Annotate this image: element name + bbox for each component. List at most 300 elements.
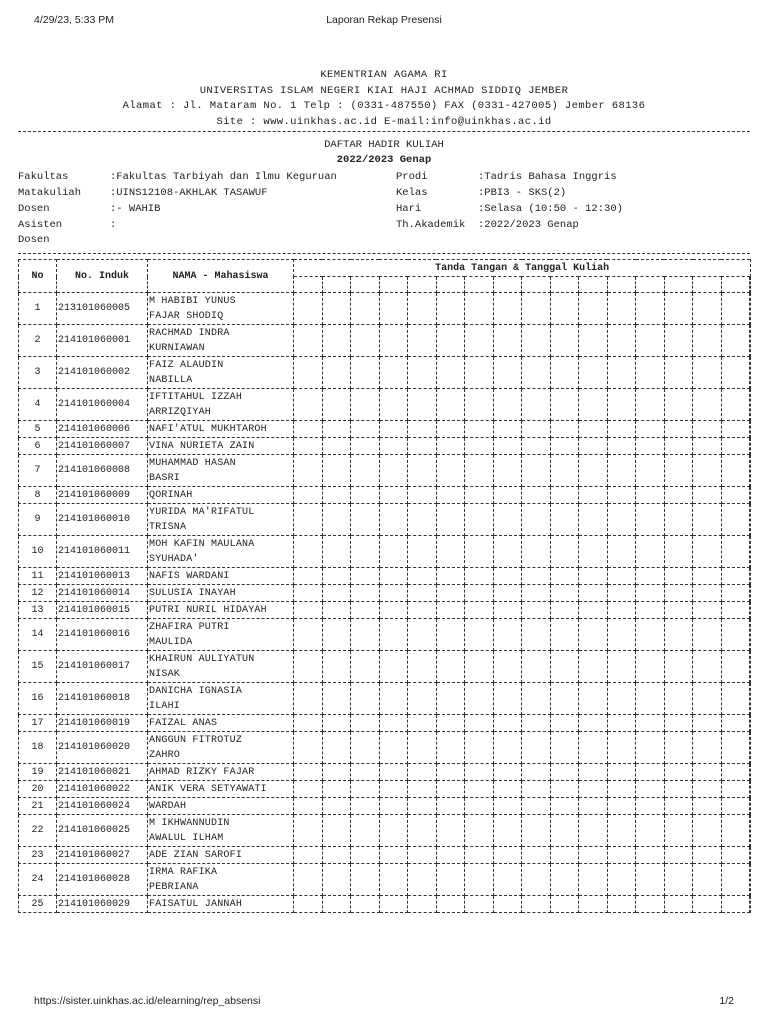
signature-cell[interactable] <box>379 568 408 585</box>
signature-cell[interactable] <box>351 781 380 798</box>
signature-cell[interactable] <box>322 455 351 487</box>
signature-cell[interactable] <box>465 815 494 847</box>
signature-cell[interactable] <box>664 798 693 815</box>
signature-cell[interactable] <box>721 487 750 504</box>
signature-cell[interactable] <box>465 293 494 325</box>
signature-cell[interactable] <box>351 389 380 421</box>
signature-cell[interactable] <box>550 536 579 568</box>
signature-cell[interactable] <box>607 715 636 732</box>
signature-cell[interactable] <box>436 487 465 504</box>
signature-cell[interactable] <box>379 602 408 619</box>
signature-cell[interactable] <box>522 619 551 651</box>
signature-cell[interactable] <box>351 293 380 325</box>
signature-cell[interactable] <box>522 732 551 764</box>
signature-cell[interactable] <box>550 764 579 781</box>
signature-cell[interactable] <box>493 815 522 847</box>
signature-cell[interactable] <box>294 764 323 781</box>
signature-cell[interactable] <box>436 602 465 619</box>
signature-cell[interactable] <box>750 438 751 455</box>
signature-cell[interactable] <box>322 389 351 421</box>
signature-cell[interactable] <box>693 781 722 798</box>
signature-cell[interactable] <box>721 619 750 651</box>
signature-cell[interactable] <box>579 585 608 602</box>
signature-cell[interactable] <box>436 455 465 487</box>
signature-cell[interactable] <box>636 568 665 585</box>
signature-cell[interactable] <box>351 602 380 619</box>
signature-cell[interactable] <box>693 602 722 619</box>
signature-cell[interactable] <box>379 847 408 864</box>
signature-cell[interactable] <box>579 896 608 913</box>
signature-cell[interactable] <box>436 798 465 815</box>
signature-cell[interactable] <box>550 815 579 847</box>
signature-cell[interactable] <box>721 357 750 389</box>
signature-cell[interactable] <box>750 619 751 651</box>
signature-cell[interactable] <box>351 798 380 815</box>
signature-cell[interactable] <box>493 651 522 683</box>
signature-cell[interactable] <box>465 847 494 864</box>
signature-cell[interactable] <box>693 715 722 732</box>
signature-cell[interactable] <box>579 651 608 683</box>
signature-cell[interactable] <box>322 602 351 619</box>
signature-cell[interactable] <box>379 732 408 764</box>
signature-cell[interactable] <box>693 438 722 455</box>
signature-cell[interactable] <box>664 357 693 389</box>
signature-cell[interactable] <box>436 651 465 683</box>
signature-cell[interactable] <box>693 815 722 847</box>
signature-cell[interactable] <box>721 325 750 357</box>
signature-cell[interactable] <box>408 715 437 732</box>
signature-cell[interactable] <box>522 438 551 455</box>
signature-cell[interactable] <box>465 421 494 438</box>
signature-cell[interactable] <box>436 325 465 357</box>
signature-cell[interactable] <box>664 651 693 683</box>
signature-cell[interactable] <box>436 715 465 732</box>
signature-cell[interactable] <box>750 847 751 864</box>
signature-cell[interactable] <box>750 781 751 798</box>
signature-cell[interactable] <box>693 455 722 487</box>
signature-cell[interactable] <box>579 455 608 487</box>
signature-cell[interactable] <box>408 815 437 847</box>
signature-cell[interactable] <box>493 602 522 619</box>
signature-cell[interactable] <box>522 798 551 815</box>
signature-cell[interactable] <box>750 815 751 847</box>
signature-cell[interactable] <box>436 585 465 602</box>
signature-cell[interactable] <box>693 651 722 683</box>
signature-cell[interactable] <box>607 651 636 683</box>
signature-cell[interactable] <box>436 847 465 864</box>
signature-cell[interactable] <box>750 732 751 764</box>
signature-cell[interactable] <box>550 651 579 683</box>
signature-cell[interactable] <box>522 764 551 781</box>
signature-cell[interactable] <box>436 389 465 421</box>
signature-cell[interactable] <box>379 455 408 487</box>
signature-cell[interactable] <box>750 764 751 781</box>
signature-cell[interactable] <box>465 438 494 455</box>
signature-cell[interactable] <box>607 602 636 619</box>
signature-cell[interactable] <box>664 896 693 913</box>
signature-cell[interactable] <box>550 847 579 864</box>
signature-cell[interactable] <box>750 325 751 357</box>
signature-cell[interactable] <box>408 536 437 568</box>
signature-cell[interactable] <box>607 864 636 896</box>
signature-cell[interactable] <box>379 487 408 504</box>
signature-cell[interactable] <box>351 683 380 715</box>
signature-cell[interactable] <box>579 619 608 651</box>
signature-cell[interactable] <box>294 619 323 651</box>
signature-cell[interactable] <box>322 798 351 815</box>
signature-cell[interactable] <box>322 568 351 585</box>
signature-cell[interactable] <box>721 651 750 683</box>
signature-cell[interactable] <box>465 798 494 815</box>
signature-cell[interactable] <box>351 715 380 732</box>
signature-cell[interactable] <box>522 781 551 798</box>
signature-cell[interactable] <box>607 487 636 504</box>
signature-cell[interactable] <box>636 504 665 536</box>
signature-cell[interactable] <box>721 815 750 847</box>
signature-cell[interactable] <box>693 293 722 325</box>
signature-cell[interactable] <box>721 715 750 732</box>
signature-cell[interactable] <box>436 732 465 764</box>
signature-cell[interactable] <box>664 455 693 487</box>
signature-cell[interactable] <box>721 896 750 913</box>
signature-cell[interactable] <box>522 568 551 585</box>
signature-cell[interactable] <box>493 864 522 896</box>
signature-cell[interactable] <box>693 619 722 651</box>
signature-cell[interactable] <box>579 847 608 864</box>
signature-cell[interactable] <box>322 585 351 602</box>
signature-cell[interactable] <box>664 683 693 715</box>
signature-cell[interactable] <box>493 585 522 602</box>
signature-cell[interactable] <box>522 504 551 536</box>
signature-cell[interactable] <box>550 781 579 798</box>
signature-cell[interactable] <box>693 847 722 864</box>
signature-cell[interactable] <box>294 585 323 602</box>
signature-cell[interactable] <box>294 504 323 536</box>
signature-cell[interactable] <box>607 421 636 438</box>
signature-cell[interactable] <box>379 619 408 651</box>
signature-cell[interactable] <box>379 715 408 732</box>
signature-cell[interactable] <box>636 357 665 389</box>
signature-cell[interactable] <box>721 798 750 815</box>
signature-cell[interactable] <box>351 536 380 568</box>
signature-cell[interactable] <box>408 651 437 683</box>
signature-cell[interactable] <box>579 487 608 504</box>
signature-cell[interactable] <box>465 325 494 357</box>
signature-cell[interactable] <box>322 293 351 325</box>
signature-cell[interactable] <box>693 389 722 421</box>
signature-cell[interactable] <box>550 619 579 651</box>
signature-cell[interactable] <box>436 683 465 715</box>
signature-cell[interactable] <box>351 421 380 438</box>
signature-cell[interactable] <box>579 536 608 568</box>
signature-cell[interactable] <box>465 536 494 568</box>
signature-cell[interactable] <box>351 651 380 683</box>
signature-cell[interactable] <box>351 504 380 536</box>
signature-cell[interactable] <box>550 602 579 619</box>
signature-cell[interactable] <box>408 619 437 651</box>
signature-cell[interactable] <box>550 487 579 504</box>
signature-cell[interactable] <box>550 864 579 896</box>
signature-cell[interactable] <box>750 357 751 389</box>
signature-cell[interactable] <box>322 504 351 536</box>
signature-cell[interactable] <box>436 568 465 585</box>
signature-cell[interactable] <box>721 847 750 864</box>
signature-cell[interactable] <box>322 732 351 764</box>
signature-cell[interactable] <box>322 864 351 896</box>
signature-cell[interactable] <box>379 864 408 896</box>
signature-cell[interactable] <box>294 815 323 847</box>
signature-cell[interactable] <box>322 781 351 798</box>
signature-cell[interactable] <box>607 536 636 568</box>
signature-cell[interactable] <box>408 421 437 438</box>
signature-cell[interactable] <box>636 389 665 421</box>
signature-cell[interactable] <box>408 683 437 715</box>
signature-cell[interactable] <box>693 585 722 602</box>
signature-cell[interactable] <box>607 798 636 815</box>
signature-cell[interactable] <box>664 389 693 421</box>
signature-cell[interactable] <box>294 683 323 715</box>
signature-cell[interactable] <box>664 619 693 651</box>
signature-cell[interactable] <box>465 602 494 619</box>
signature-cell[interactable] <box>550 357 579 389</box>
signature-cell[interactable] <box>493 438 522 455</box>
signature-cell[interactable] <box>750 293 751 325</box>
signature-cell[interactable] <box>550 568 579 585</box>
signature-cell[interactable] <box>294 389 323 421</box>
signature-cell[interactable] <box>550 683 579 715</box>
signature-cell[interactable] <box>379 389 408 421</box>
signature-cell[interactable] <box>322 764 351 781</box>
signature-cell[interactable] <box>322 815 351 847</box>
signature-cell[interactable] <box>636 715 665 732</box>
signature-cell[interactable] <box>522 487 551 504</box>
signature-cell[interactable] <box>579 357 608 389</box>
signature-cell[interactable] <box>721 536 750 568</box>
signature-cell[interactable] <box>408 896 437 913</box>
signature-cell[interactable] <box>750 798 751 815</box>
signature-cell[interactable] <box>579 568 608 585</box>
signature-cell[interactable] <box>294 421 323 438</box>
signature-cell[interactable] <box>664 764 693 781</box>
signature-cell[interactable] <box>693 504 722 536</box>
signature-cell[interactable] <box>750 602 751 619</box>
signature-cell[interactable] <box>493 487 522 504</box>
signature-cell[interactable] <box>664 293 693 325</box>
signature-cell[interactable] <box>408 781 437 798</box>
signature-cell[interactable] <box>664 715 693 732</box>
signature-cell[interactable] <box>636 732 665 764</box>
signature-cell[interactable] <box>351 619 380 651</box>
signature-cell[interactable] <box>351 568 380 585</box>
signature-cell[interactable] <box>465 781 494 798</box>
signature-cell[interactable] <box>408 293 437 325</box>
signature-cell[interactable] <box>693 568 722 585</box>
signature-cell[interactable] <box>550 504 579 536</box>
signature-cell[interactable] <box>721 504 750 536</box>
signature-cell[interactable] <box>465 715 494 732</box>
signature-cell[interactable] <box>750 568 751 585</box>
signature-cell[interactable] <box>294 293 323 325</box>
signature-cell[interactable] <box>522 602 551 619</box>
signature-cell[interactable] <box>636 325 665 357</box>
signature-cell[interactable] <box>379 438 408 455</box>
signature-cell[interactable] <box>550 438 579 455</box>
signature-cell[interactable] <box>522 455 551 487</box>
signature-cell[interactable] <box>322 683 351 715</box>
signature-cell[interactable] <box>664 504 693 536</box>
signature-cell[interactable] <box>493 847 522 864</box>
signature-cell[interactable] <box>607 325 636 357</box>
signature-cell[interactable] <box>465 357 494 389</box>
signature-cell[interactable] <box>522 585 551 602</box>
signature-cell[interactable] <box>750 864 751 896</box>
signature-cell[interactable] <box>664 732 693 764</box>
signature-cell[interactable] <box>351 585 380 602</box>
signature-cell[interactable] <box>664 438 693 455</box>
signature-cell[interactable] <box>379 504 408 536</box>
signature-cell[interactable] <box>322 715 351 732</box>
signature-cell[interactable] <box>351 847 380 864</box>
signature-cell[interactable] <box>636 619 665 651</box>
signature-cell[interactable] <box>579 683 608 715</box>
signature-cell[interactable] <box>607 585 636 602</box>
signature-cell[interactable] <box>636 651 665 683</box>
signature-cell[interactable] <box>636 864 665 896</box>
signature-cell[interactable] <box>636 438 665 455</box>
signature-cell[interactable] <box>750 585 751 602</box>
signature-cell[interactable] <box>493 325 522 357</box>
signature-cell[interactable] <box>408 568 437 585</box>
signature-cell[interactable] <box>465 896 494 913</box>
signature-cell[interactable] <box>522 896 551 913</box>
signature-cell[interactable] <box>522 683 551 715</box>
signature-cell[interactable] <box>750 683 751 715</box>
signature-cell[interactable] <box>522 536 551 568</box>
signature-cell[interactable] <box>579 389 608 421</box>
signature-cell[interactable] <box>408 325 437 357</box>
signature-cell[interactable] <box>579 293 608 325</box>
signature-cell[interactable] <box>379 357 408 389</box>
signature-cell[interactable] <box>322 325 351 357</box>
signature-cell[interactable] <box>436 421 465 438</box>
signature-cell[interactable] <box>351 864 380 896</box>
signature-cell[interactable] <box>664 585 693 602</box>
signature-cell[interactable] <box>693 732 722 764</box>
signature-cell[interactable] <box>408 585 437 602</box>
signature-cell[interactable] <box>607 619 636 651</box>
signature-cell[interactable] <box>579 781 608 798</box>
signature-cell[interactable] <box>493 421 522 438</box>
signature-cell[interactable] <box>579 438 608 455</box>
signature-cell[interactable] <box>493 619 522 651</box>
signature-cell[interactable] <box>550 896 579 913</box>
signature-cell[interactable] <box>550 585 579 602</box>
signature-cell[interactable] <box>721 864 750 896</box>
signature-cell[interactable] <box>493 536 522 568</box>
signature-cell[interactable] <box>721 389 750 421</box>
signature-cell[interactable] <box>750 896 751 913</box>
signature-cell[interactable] <box>607 357 636 389</box>
signature-cell[interactable] <box>322 438 351 455</box>
signature-cell[interactable] <box>522 357 551 389</box>
signature-cell[interactable] <box>408 732 437 764</box>
signature-cell[interactable] <box>294 568 323 585</box>
signature-cell[interactable] <box>493 389 522 421</box>
signature-cell[interactable] <box>636 798 665 815</box>
signature-cell[interactable] <box>636 847 665 864</box>
signature-cell[interactable] <box>436 293 465 325</box>
signature-cell[interactable] <box>750 536 751 568</box>
signature-cell[interactable] <box>436 536 465 568</box>
signature-cell[interactable] <box>436 764 465 781</box>
signature-cell[interactable] <box>294 487 323 504</box>
signature-cell[interactable] <box>636 781 665 798</box>
signature-cell[interactable] <box>465 585 494 602</box>
signature-cell[interactable] <box>607 815 636 847</box>
signature-cell[interactable] <box>579 815 608 847</box>
signature-cell[interactable] <box>579 764 608 781</box>
signature-cell[interactable] <box>693 421 722 438</box>
signature-cell[interactable] <box>465 732 494 764</box>
signature-cell[interactable] <box>550 325 579 357</box>
signature-cell[interactable] <box>579 798 608 815</box>
signature-cell[interactable] <box>294 536 323 568</box>
signature-cell[interactable] <box>607 847 636 864</box>
signature-cell[interactable] <box>294 357 323 389</box>
signature-cell[interactable] <box>408 798 437 815</box>
signature-cell[interactable] <box>294 715 323 732</box>
signature-cell[interactable] <box>636 487 665 504</box>
signature-cell[interactable] <box>636 896 665 913</box>
signature-cell[interactable] <box>522 421 551 438</box>
signature-cell[interactable] <box>721 683 750 715</box>
signature-cell[interactable] <box>522 325 551 357</box>
signature-cell[interactable] <box>493 896 522 913</box>
signature-cell[interactable] <box>493 764 522 781</box>
signature-cell[interactable] <box>351 487 380 504</box>
signature-cell[interactable] <box>636 764 665 781</box>
signature-cell[interactable] <box>664 602 693 619</box>
signature-cell[interactable] <box>322 536 351 568</box>
signature-cell[interactable] <box>579 325 608 357</box>
signature-cell[interactable] <box>579 504 608 536</box>
signature-cell[interactable] <box>465 389 494 421</box>
signature-cell[interactable] <box>322 487 351 504</box>
signature-cell[interactable] <box>550 732 579 764</box>
signature-cell[interactable] <box>436 619 465 651</box>
signature-cell[interactable] <box>522 651 551 683</box>
signature-cell[interactable] <box>465 864 494 896</box>
signature-cell[interactable] <box>351 815 380 847</box>
signature-cell[interactable] <box>408 389 437 421</box>
signature-cell[interactable] <box>294 864 323 896</box>
signature-cell[interactable] <box>379 798 408 815</box>
signature-cell[interactable] <box>322 357 351 389</box>
signature-cell[interactable] <box>607 455 636 487</box>
signature-cell[interactable] <box>322 421 351 438</box>
signature-cell[interactable] <box>493 781 522 798</box>
signature-cell[interactable] <box>294 847 323 864</box>
signature-cell[interactable] <box>522 864 551 896</box>
signature-cell[interactable] <box>493 715 522 732</box>
signature-cell[interactable] <box>721 438 750 455</box>
signature-cell[interactable] <box>693 683 722 715</box>
signature-cell[interactable] <box>493 732 522 764</box>
signature-cell[interactable] <box>493 455 522 487</box>
signature-cell[interactable] <box>693 487 722 504</box>
signature-cell[interactable] <box>465 568 494 585</box>
signature-cell[interactable] <box>579 602 608 619</box>
